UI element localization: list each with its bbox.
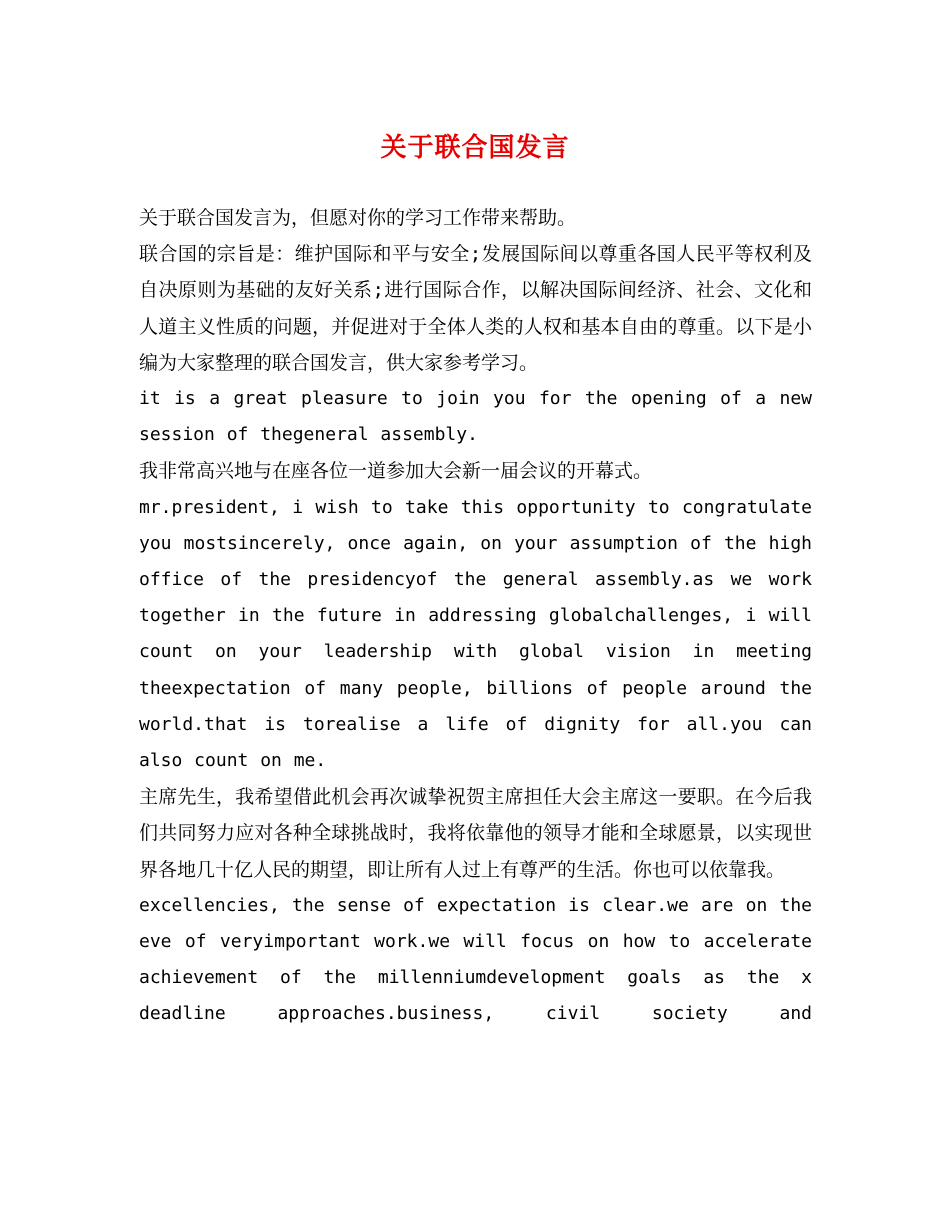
paragraph-english-president: mr.president, i wish to take this opportunity to congratulate you mostsincerely, once again, on your assumption of the high office of the presidencyof the general assembly.as we work together in the future in addressing globalchallenges, i will count on your leadership with global vision in meeting theexpectation of many people, billions of people around the world.that is torealise a life of dignity for all.you can also count on me. <box>139 496 812 772</box>
paragraph-chinese-president: 主席先生，我希望借此机会再次诚挚祝贺主席担任大会主席这一要职。在今后我们共同努力应对各种全球挑战时，我将依靠他的领导才能和全球愿景，以实现世界各地几十亿人民的期望，即让所有人过上有尊严的生活。你也可以依靠我。 <box>139 786 812 881</box>
paragraph-english-excellencies: excellencies, the sense of expectation is clear.we are on the eve of veryimportant work.we will focus on how to accelerate achievement of the millenniumdevelopment goals as the x deadline approaches.business, civil society and <box>139 894 812 1025</box>
paragraph-un-purpose: 联合国的宗旨是：维护国际和平与安全;发展国际间以尊重各国人民平等权利及自决原则为基础的友好关系;进行国际合作，以解决国际间经济、社会、文化和人道主义性质的问题，并促进对于全体人类的人权和基本自由的尊重。以下是小编为大家整理的联合国发言，供大家参考学习。 <box>139 243 812 374</box>
document-title: 关于联合国发言 <box>380 133 570 163</box>
paragraph-intro: 关于联合国发言为，但愿对你的学习工作带来帮助。 <box>139 207 577 229</box>
paragraph-chinese-opening: 我非常高兴地与在座各位一道参加大会新一届会议的开幕式。 <box>139 460 653 483</box>
paragraph-english-opening: it is a great pleasure to join you for the opening of a new session of thegeneral assembly. <box>139 388 812 446</box>
document-body <box>139 200 812 1033</box>
